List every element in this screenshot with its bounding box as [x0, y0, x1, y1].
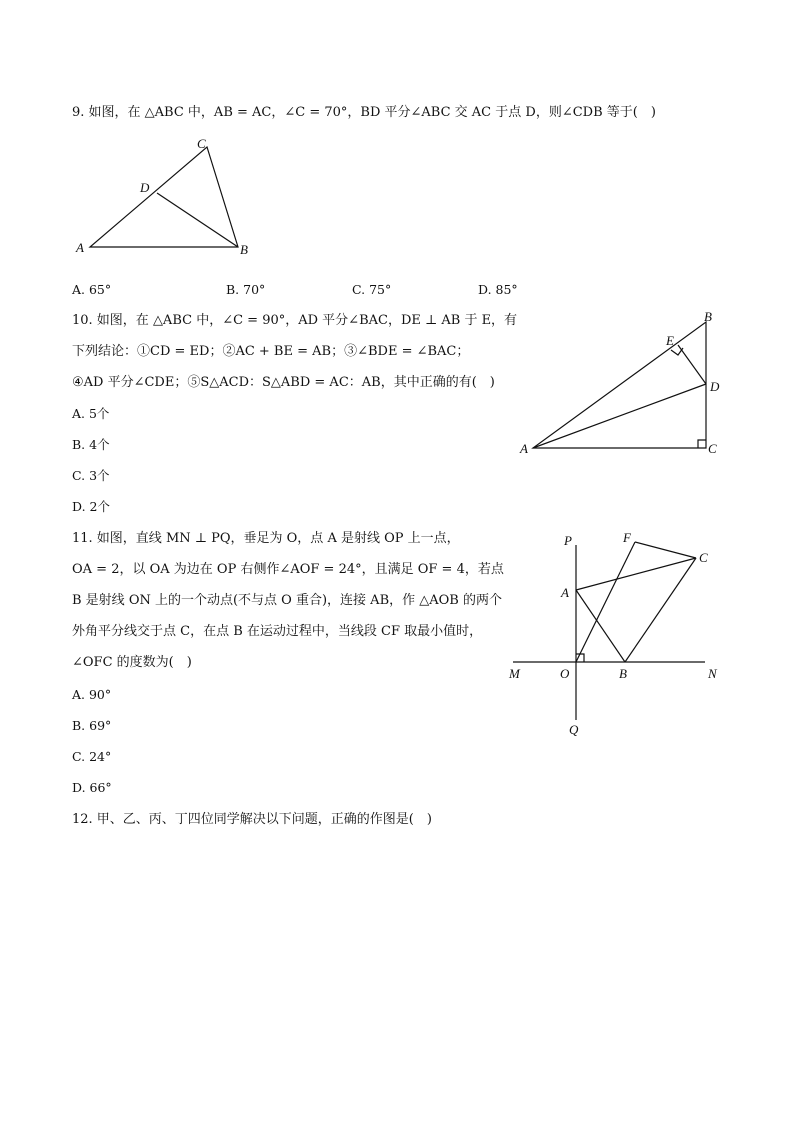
- q11-line-4: 外角平分线交于点 C，在点 B 在运动过程中，当线段 CF 取最小值时，: [72, 624, 483, 639]
- q10-option-b[interactable]: B. 4个: [72, 437, 110, 452]
- label-q: Q: [569, 722, 579, 737]
- q9-option-c[interactable]: C. 75°: [352, 282, 392, 297]
- q9-stem: 9. 如图，在 △ABC 中，AB = AC，∠C = 70°，BD 平分∠ABC 交 AC 于点 D，则∠CDB 等于( ): [72, 105, 656, 120]
- q9-figure: [70, 130, 270, 265]
- label-b: B: [704, 309, 712, 324]
- label-b: B: [619, 666, 627, 681]
- label-e: E: [666, 333, 674, 348]
- q10-option-a[interactable]: A. 5个: [72, 406, 110, 421]
- q10-line-1: 10. 如图，在 △ABC 中，∠C = 90°，AD 平分∠BAC，DE ⊥ AB 于 E，有: [72, 313, 518, 328]
- label-c: C: [197, 136, 206, 151]
- q9-option-a[interactable]: A. 65°: [72, 282, 112, 297]
- right-angle-mark-c: [698, 440, 706, 448]
- q11-option-c[interactable]: C. 24°: [72, 749, 112, 764]
- q11-line-5: ∠OFC 的度数为( ): [72, 655, 192, 670]
- label-b: B: [240, 242, 248, 257]
- q10-option-d[interactable]: D. 2个: [72, 499, 110, 514]
- q11-option-b[interactable]: B. 69°: [72, 718, 112, 733]
- q12-stem: 12. 甲、乙、丙、丁四位同学解决以下问题，正确的作图是( ): [72, 812, 432, 827]
- q9-option-b[interactable]: B. 70°: [226, 282, 266, 297]
- label-o: O: [560, 666, 570, 681]
- label-n: N: [708, 666, 717, 681]
- q10-line-3: ④AD 平分∠CDE；⑤S△ACD：S△ABD = AC：AB，其中正确的有( ): [72, 375, 495, 390]
- label-c: C: [708, 441, 717, 456]
- segment-fc: [635, 542, 696, 558]
- q10-line-2: 下列结论：①CD = ED；②AC + BE = AB；③∠BDE = ∠BAC；: [72, 344, 470, 359]
- label-a: A: [76, 240, 84, 255]
- label-a: A: [520, 441, 528, 456]
- segment-ad: [533, 384, 706, 448]
- segment-bd: [157, 193, 238, 247]
- q11-option-a[interactable]: A. 90°: [72, 687, 112, 702]
- label-d: D: [140, 180, 150, 195]
- q11-line-2: OA = 2，以 OA 为边在 OP 右侧作∠AOF = 24°，且满足 OF = 4，若点: [72, 562, 504, 577]
- label-d: D: [710, 379, 720, 394]
- q9-option-d[interactable]: D. 85°: [478, 282, 518, 297]
- triangle-abc: [533, 322, 706, 448]
- q11-line-3: B 是射线 ON 上的一个动点(不与点 O 重合)，连接 AB，作 △AOB 的两个: [72, 593, 502, 608]
- label-f: F: [623, 530, 631, 545]
- label-p: P: [564, 533, 572, 548]
- label-a: A: [561, 585, 569, 600]
- q11-figure: [505, 525, 730, 745]
- q10-figure: [515, 305, 735, 465]
- q10-option-c[interactable]: C. 3个: [72, 468, 110, 483]
- segment-de: [678, 345, 706, 384]
- q11-option-d[interactable]: D. 66°: [72, 780, 112, 795]
- label-c: C: [699, 550, 708, 565]
- segment-ab: [576, 590, 625, 662]
- label-m: M: [509, 666, 520, 681]
- q11-line-1: 11. 如图，直线 MN ⊥ PQ，垂足为 O，点 A 是射线 OP 上一点，: [72, 531, 460, 546]
